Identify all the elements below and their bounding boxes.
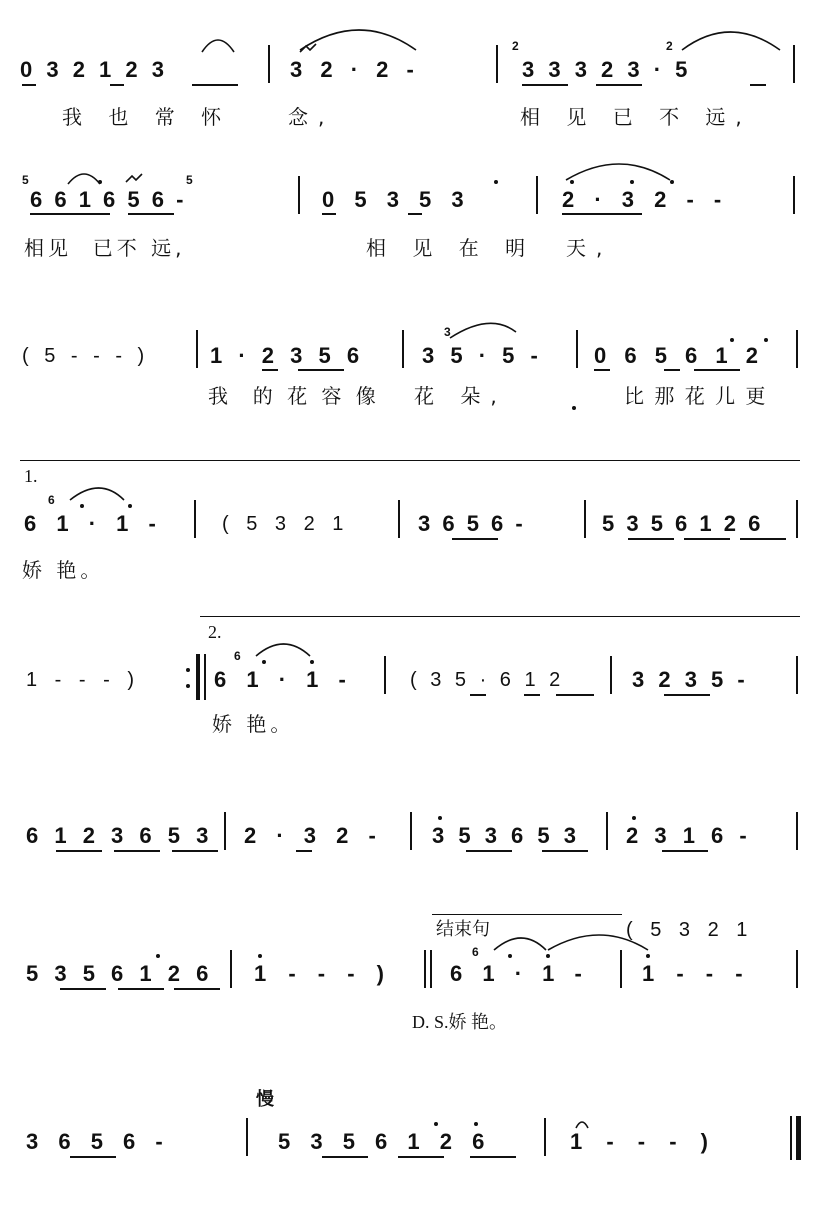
- octave-dot: [670, 180, 674, 184]
- barline: [298, 176, 300, 214]
- barline: [384, 656, 386, 694]
- octave-dot: [546, 954, 550, 958]
- lyrics: 我 也 常 怀: [62, 105, 232, 129]
- repeat-barline: [196, 654, 200, 700]
- barline: [584, 500, 586, 538]
- tempo-marking: 慢: [256, 1089, 274, 1110]
- grace-note: 2: [666, 39, 673, 53]
- barline: [796, 812, 798, 850]
- measure-notes: 3 2 3 5 -: [632, 667, 745, 692]
- barline: [576, 330, 578, 368]
- barline: [793, 45, 795, 83]
- lyrics: 比 那 花 儿 更: [624, 384, 768, 408]
- barline: [196, 330, 198, 368]
- mordent: [300, 44, 316, 52]
- octave-dot: [310, 660, 314, 664]
- measure-notes: 1 - - - ): [26, 669, 134, 691]
- measure-notes: 3 5 · 5 -: [422, 343, 538, 368]
- underline: [296, 850, 312, 852]
- measure-notes: ( 3 5 · 6 1 2: [410, 669, 561, 691]
- underline: [684, 538, 730, 540]
- fermata: [576, 1122, 588, 1128]
- barline: [230, 950, 232, 988]
- barline: [536, 176, 538, 214]
- measure-notes: 3 5 3 6 5 3: [432, 823, 576, 848]
- repeat-barline-thin: [204, 654, 206, 700]
- octave-dot: [730, 338, 734, 342]
- underline: [408, 213, 422, 215]
- measure-notes: 5 3 5 6 1 2 6: [26, 961, 209, 986]
- volta-bracket: [200, 616, 800, 617]
- slur: [494, 938, 546, 950]
- barline: [793, 176, 795, 214]
- slur: [450, 323, 516, 338]
- underline: [694, 369, 740, 371]
- octave-dot: [630, 180, 634, 184]
- underline: [740, 538, 786, 540]
- measure-notes: ( 5 - - - ): [22, 345, 145, 367]
- underline: [470, 1156, 516, 1158]
- underline: [322, 1156, 368, 1158]
- measure-notes: 6 1 · 1 -: [214, 667, 346, 692]
- underline: [466, 850, 512, 852]
- measure-notes: 6 1 2 3 6 5 3: [26, 823, 209, 848]
- underline: [56, 850, 102, 852]
- grace-note: 5: [186, 173, 193, 187]
- underline: [128, 213, 174, 215]
- volta-label: 2.: [208, 622, 222, 642]
- octave-dot: [632, 816, 636, 820]
- barline: [410, 812, 412, 850]
- measure-notes: 0 6 5 6 1 2: [594, 343, 758, 368]
- underline: [522, 84, 568, 86]
- octave-dot: [764, 338, 768, 342]
- measure-notes: 1 - - -: [642, 961, 743, 986]
- underline: [114, 850, 160, 852]
- barline: [544, 1118, 546, 1156]
- lyrics: 相见 已不 远,: [24, 236, 186, 260]
- measure-notes: 3 6 5 6 -: [418, 511, 523, 536]
- barline: [224, 812, 226, 850]
- underline: [118, 988, 164, 990]
- octave-dot: [570, 180, 574, 184]
- grace-note: 6: [472, 945, 479, 959]
- measure-notes: 3 6 5 6 -: [26, 1129, 163, 1154]
- grace-note: 6: [48, 493, 55, 507]
- underline: [398, 1156, 444, 1158]
- barline: [246, 1118, 248, 1156]
- slur: [256, 644, 310, 656]
- lyrics: 相 见 在 明: [366, 236, 536, 260]
- underline: [594, 369, 610, 371]
- barline: [620, 950, 622, 988]
- barline: [796, 330, 798, 368]
- grace-note: 3: [444, 325, 451, 339]
- measure-notes: ( 5 3 2 1: [222, 513, 344, 535]
- underline: [452, 538, 498, 540]
- breath-dot: [572, 406, 576, 410]
- underline: [628, 538, 674, 540]
- double-barline: [430, 950, 432, 988]
- underline: [174, 988, 220, 990]
- grace-note: 6: [234, 649, 241, 663]
- underline: [662, 850, 708, 852]
- slur: [70, 488, 124, 500]
- octave-dot: [98, 180, 102, 184]
- measure-notes: ( 5 3 2 1: [626, 919, 748, 941]
- lyrics: 念,: [288, 105, 335, 129]
- underline: [542, 850, 588, 852]
- octave-dot: [156, 954, 160, 958]
- octave-dot: [508, 954, 512, 958]
- octave-dot: [646, 954, 650, 958]
- barline: [268, 45, 270, 83]
- volta-bracket: [20, 460, 800, 461]
- octave-dot: [128, 504, 132, 508]
- measure-notes: 1 - - - ): [570, 1129, 708, 1154]
- measure-notes: 1 - - - ): [254, 961, 384, 986]
- measure-notes: 0 3 2 1 2 3: [20, 57, 164, 82]
- measure-notes: 6 1 · 1 -: [24, 511, 156, 536]
- slur: [68, 174, 100, 184]
- double-barline: [424, 950, 426, 988]
- slur: [202, 40, 234, 52]
- barline: [610, 656, 612, 694]
- mordent: [126, 174, 142, 182]
- grace-note: 5: [22, 173, 29, 187]
- barline: [796, 656, 798, 694]
- underline: [664, 694, 710, 696]
- coda-bracket: [432, 914, 622, 915]
- slur: [566, 164, 670, 180]
- lyrics: 娇 艳。: [22, 558, 105, 582]
- grace-note: 2: [512, 39, 519, 53]
- underline: [192, 84, 238, 86]
- underline: [664, 369, 680, 371]
- underline: [110, 84, 124, 86]
- lyrics: 花 朵,: [414, 384, 507, 408]
- barline: [402, 330, 404, 368]
- measure-notes: 5 3 5 6 1 2 6: [602, 511, 761, 536]
- underline: [470, 694, 486, 696]
- underline: [70, 1156, 116, 1158]
- octave-dot: [262, 660, 266, 664]
- final-barline: [790, 1116, 792, 1160]
- octave-dot: [258, 954, 262, 958]
- measure-notes: 2 · 3 2 -: [244, 823, 376, 848]
- underline: [596, 84, 642, 86]
- measure-notes: 5 3 5 6 1 2 6: [278, 1129, 485, 1154]
- slur: [300, 30, 416, 50]
- measure-notes: 6 1 · 1 -: [450, 961, 582, 986]
- underline: [22, 84, 36, 86]
- measure-notes: 1 · 2 3 5 6: [210, 343, 360, 368]
- octave-dot: [434, 1122, 438, 1126]
- underline: [60, 988, 106, 990]
- barline: [796, 500, 798, 538]
- barline: [398, 500, 400, 538]
- volta-label: 1.: [24, 466, 38, 486]
- underline: [524, 694, 540, 696]
- octave-dot: [494, 180, 498, 184]
- underline: [750, 84, 766, 86]
- measure-notes: 2 · 3 2 - -: [562, 187, 722, 212]
- barline: [496, 45, 498, 83]
- lyrics: 我 的 花 容 像: [208, 384, 380, 408]
- underline: [562, 213, 642, 215]
- lyrics: 娇 艳。: [212, 712, 295, 736]
- measure-notes: 3 3 3 2 3 · 5: [522, 57, 688, 82]
- barline: [796, 950, 798, 988]
- underline: [30, 213, 110, 215]
- underline: [556, 694, 594, 696]
- underline: [298, 369, 344, 371]
- lyrics: 天,: [566, 236, 613, 260]
- repeat-dot: [186, 684, 190, 688]
- measure-notes: 3 2 · 2 -: [290, 57, 414, 82]
- underline: [322, 213, 336, 215]
- underline: [262, 369, 278, 371]
- measure-notes: 6 6 1 6 5 6 -: [30, 187, 184, 212]
- octave-dot: [474, 1122, 478, 1126]
- barline: [194, 500, 196, 538]
- final-barline-thick: [796, 1116, 801, 1160]
- octave-dot: [80, 504, 84, 508]
- measure-notes: 2 3 1 6 -: [626, 823, 747, 848]
- octave-dot: [438, 816, 442, 820]
- barline: [606, 812, 608, 850]
- lyrics: 相 见 已 不 远,: [520, 105, 752, 129]
- coda-label: 结束句: [436, 919, 490, 940]
- repeat-dot: [186, 668, 190, 672]
- measure-notes: 0 5 3 5 3: [322, 187, 464, 212]
- lyrics: D. S.娇 艳。: [412, 1012, 508, 1032]
- slur: [682, 32, 780, 50]
- underline: [172, 850, 218, 852]
